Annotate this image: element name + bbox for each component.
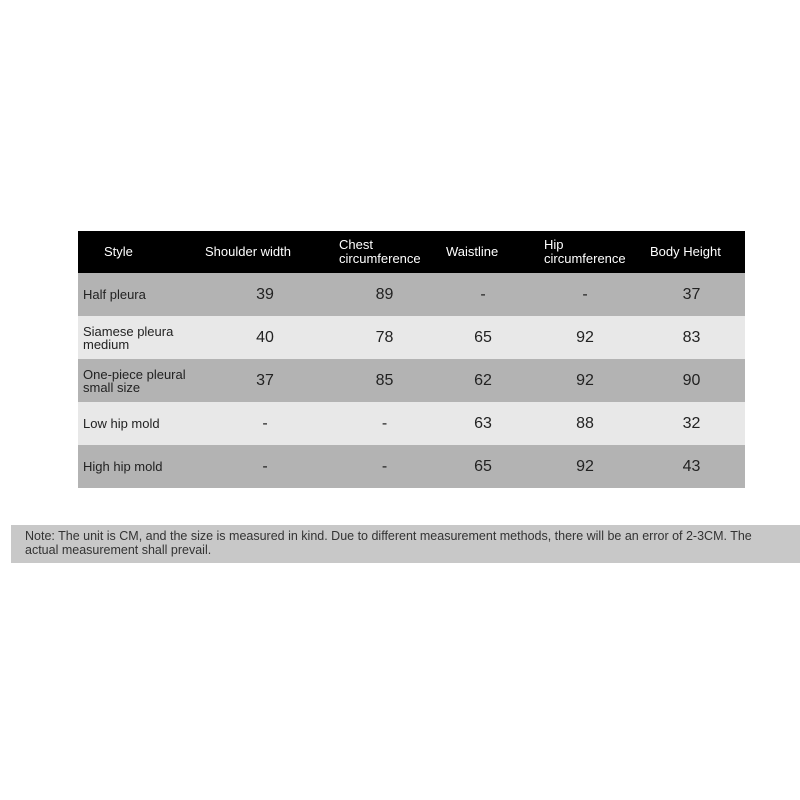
cell-waistline: 65 — [434, 316, 532, 359]
table-row — [78, 359, 745, 402]
cell-chest-circumference: 89 — [335, 273, 434, 316]
table-row — [78, 273, 745, 316]
row-style-label: Low hip mold — [78, 402, 195, 445]
cell-chest-circumference: 85 — [335, 359, 434, 402]
cell-body-height: 43 — [638, 445, 745, 488]
cell-hip-circumference: 88 — [532, 402, 638, 445]
cell-chest-circumference: 78 — [335, 316, 434, 359]
cell-chest-circumference: - — [335, 402, 434, 445]
row-style-label: High hip mold — [78, 445, 195, 488]
row-style-label: One-piece pleural small size — [78, 359, 195, 402]
row-style-label: Half pleura — [78, 273, 195, 316]
table-header-row — [78, 231, 745, 273]
cell-shoulder-width: - — [195, 445, 335, 488]
cell-shoulder-width: - — [195, 402, 335, 445]
header-shoulder-width: Shoulder width — [195, 231, 335, 273]
cell-body-height: 32 — [638, 402, 745, 445]
cell-hip-circumference: 92 — [532, 359, 638, 402]
cell-hip-circumference: 92 — [532, 445, 638, 488]
header-style: Style — [78, 231, 195, 273]
cell-hip-circumference: - — [532, 273, 638, 316]
cell-shoulder-width: 39 — [195, 273, 335, 316]
measurement-note — [11, 525, 800, 563]
header-body-height: Body Height — [638, 231, 745, 273]
table-row — [78, 316, 745, 359]
cell-waistline: 65 — [434, 445, 532, 488]
cell-body-height: 90 — [638, 359, 745, 402]
cell-shoulder-width: 40 — [195, 316, 335, 359]
cell-waistline: 62 — [434, 359, 532, 402]
cell-body-height: 83 — [638, 316, 745, 359]
cell-body-height: 37 — [638, 273, 745, 316]
table-row — [78, 402, 745, 445]
header-chest-circumference: Chest circumference — [335, 231, 434, 273]
row-style-label: Siamese pleura medium — [78, 316, 195, 359]
cell-hip-circumference: 92 — [532, 316, 638, 359]
size-chart-table — [78, 231, 745, 488]
cell-shoulder-width: 37 — [195, 359, 335, 402]
note-text: Note: The unit is CM, and the size is measured in kind. Due to different measurement methods, there will be an error of 2-3CM. The actual measurement shall prevail. — [25, 529, 752, 557]
table-row — [78, 445, 745, 488]
cell-waistline: 63 — [434, 402, 532, 445]
cell-chest-circumference: - — [335, 445, 434, 488]
header-hip-circumference: Hip circumference — [532, 231, 638, 273]
header-waistline: Waistline — [434, 231, 532, 273]
cell-waistline: - — [434, 273, 532, 316]
